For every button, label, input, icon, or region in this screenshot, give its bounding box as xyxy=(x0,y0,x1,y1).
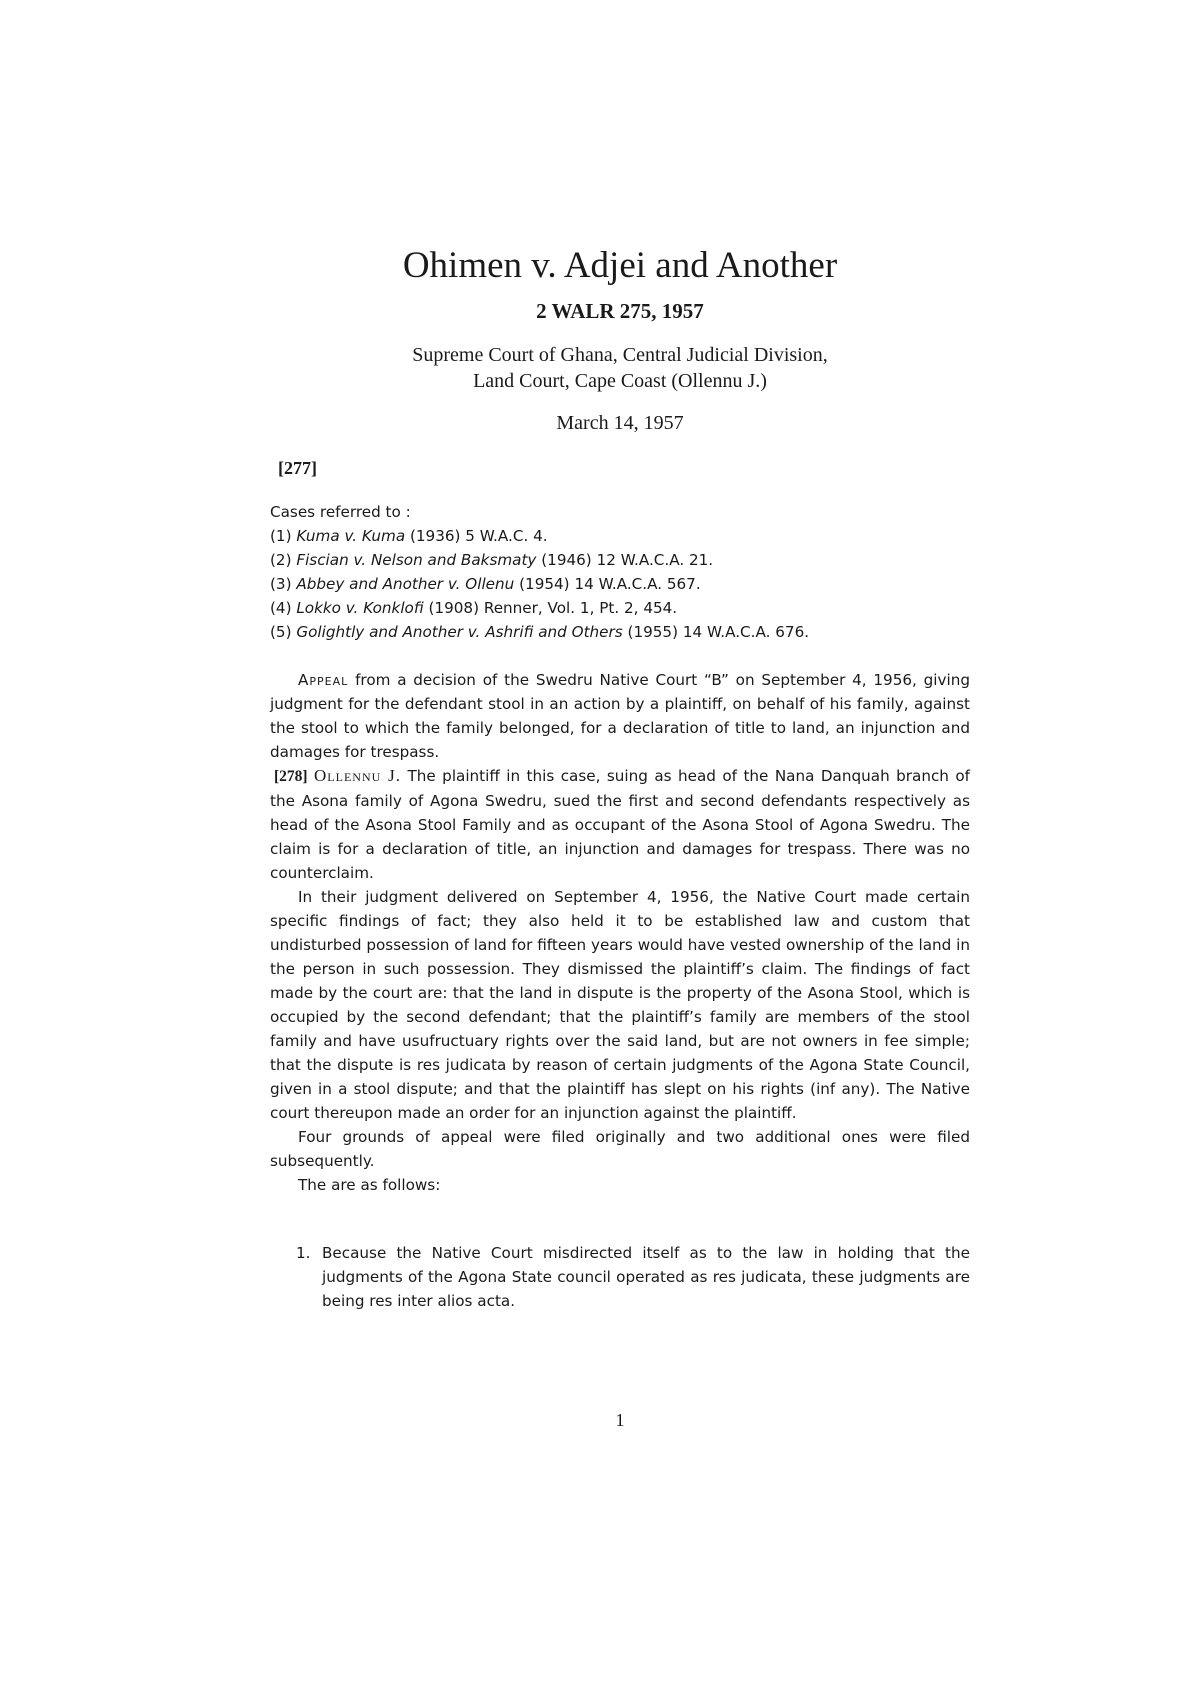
judge-name: Ollennu J. xyxy=(314,766,402,785)
court-line-1: Supreme Court of Ghana, Central Judicial Division, xyxy=(412,344,828,366)
document-page xyxy=(270,0,970,1698)
judgment-paragraph-4: The are as follows: xyxy=(298,1176,441,1194)
appeal-lead: Appeal xyxy=(298,671,349,689)
page-marker: [277] xyxy=(278,458,317,478)
court-line-2: Land Court, Cape Coast (Ollennu J.) xyxy=(473,370,767,392)
grounds-list xyxy=(270,1241,970,1313)
case-name: Lokko v. Konklofi xyxy=(296,599,424,617)
case-number: (5) xyxy=(270,623,292,641)
case-number: (1) xyxy=(270,527,292,545)
case-title: Ohimen v. Adjei and Another xyxy=(402,245,838,286)
case-cite: (1936) 5 W.A.C. 4. xyxy=(409,527,548,545)
case-name: Fiscian v. Nelson and Baksmaty xyxy=(296,551,537,569)
decision-date: March 14, 1957 xyxy=(556,412,684,434)
case-item xyxy=(270,620,970,644)
case-item xyxy=(270,572,970,596)
case-name: Kuma v. Kuma xyxy=(296,527,406,545)
case-name: Abbey and Another v. Ollenu xyxy=(296,575,515,593)
case-citation: 2 WALR 275, 1957 xyxy=(536,299,704,323)
judgment-text-1: The plaintiff in this case, suing as head of the Nana Danquah branch of the Asona family of Agona Swedru, sued the first and second defendants respectively as head of the Asona Stool Family and as occupant of the Asona Stool of Agona Swedru. The claim is for a declaration of title, an injunction and damages for trespass. There was no counterclaim. xyxy=(270,767,971,882)
case-item xyxy=(270,524,970,548)
judgment-paragraph-2: In their judgment delivered on September 4, 1956, the Native Court made certain specific findings of fact; they also held it to be established law and custom that undisturbed possession of land for fifteen years would have vested ownership of the land in the person in such possession. They dismissed the plaintiff’s claim. The findings of fact made by the court are: that the land in dispute is the property of the Asona Stool, which is occupied by the second defendant; that the plaintiff’s family are members of the stool family and have usufructuary rights over the said land, but are not owners in fee simple; that the dispute is res judicata by reason of certain judgments of the Agona State Council, given in a stool dispute; and that the plaintiff has slept on his rights (inf any). The Native court thereupon made an order for an injunction against the plaintiff. xyxy=(270,888,970,1122)
case-item xyxy=(270,548,970,572)
court-info xyxy=(270,342,970,394)
case-number: (4) xyxy=(270,599,292,617)
document-body xyxy=(270,500,970,1313)
case-number: (2) xyxy=(270,551,292,569)
case-number: (3) xyxy=(270,575,292,593)
ground-item xyxy=(270,1241,970,1313)
case-cite: (1946) 12 W.A.C.A. 21. xyxy=(541,551,714,569)
judgment-paragraph-1 xyxy=(270,764,970,885)
judgment-paragraph-3: Four grounds of appeal were filed originally and two additional ones were filed subsequently. xyxy=(270,1128,970,1170)
case-cite: (1955) 14 W.A.C.A. 676. xyxy=(627,623,810,641)
ground-text: Because the Native Court misdirected itself as to the law in holding that the judgments of the Agona State council operated as res judicata, these judgments are being res inter alios acta. xyxy=(322,1244,970,1310)
page-number: 1 xyxy=(615,1410,625,1430)
cases-heading: Cases referred to : xyxy=(270,503,411,521)
case-item xyxy=(270,596,970,620)
cases-list xyxy=(270,524,970,644)
ground-number: 1. xyxy=(296,1244,311,1262)
case-cite: (1908) Renner, Vol. 1, Pt. 2, 454. xyxy=(428,599,678,617)
case-name: Golightly and Another v. Ashrifi and Others xyxy=(296,623,623,641)
appeal-text: from a decision of the Swedru Native Court “B” on September 4, 1956, giving judgment for the defendant stool in an action by a plaintiff, on behalf of his family, against the stool to which the family belonged, for a declaration of title to land, an injunction and damages for trespass. xyxy=(270,671,970,761)
case-cite: (1954) 14 W.A.C.A. 567. xyxy=(519,575,701,593)
page-marker-278: [278] xyxy=(274,768,308,785)
appeal-paragraph xyxy=(270,668,970,764)
